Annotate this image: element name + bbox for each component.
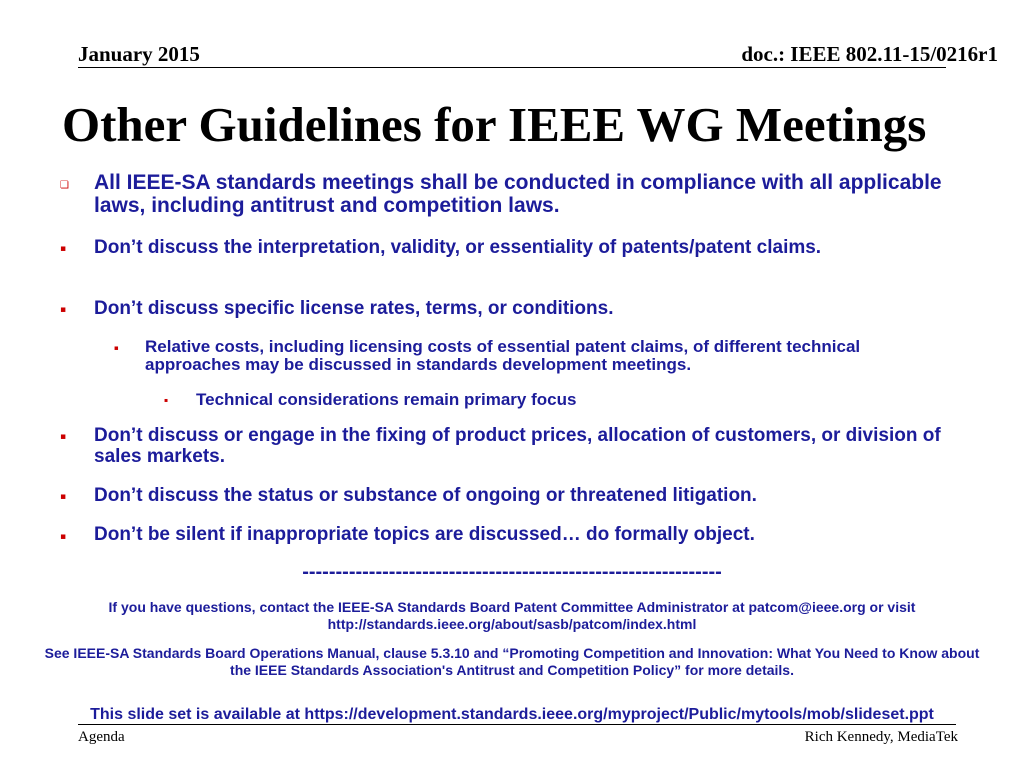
footer-agenda: Agenda bbox=[78, 729, 125, 745]
square-bullet-icon: ▪ bbox=[60, 532, 67, 542]
header-doc-id: doc.: IEEE 802.11-15/0216r1 bbox=[741, 42, 998, 66]
sub-bullet-text: Relative costs, including licensing costs of essential patent claims, of different technical approaches may be discussed in standards development meetings. bbox=[145, 337, 861, 375]
bullet-text: Don’t discuss specific license rates, terms, or conditions. bbox=[94, 298, 614, 319]
bullet-text: Don’t discuss or engage in the fixing of product prices, allocation of customers, or division of sales markets. bbox=[94, 425, 941, 467]
square-bullet-icon: ▪ bbox=[60, 492, 67, 502]
bullet-text: Don’t discuss the status or substance of ongoing or threatened litigation. bbox=[94, 485, 757, 506]
bullet-text: All IEEE-SA standards meetings shall be conducted in compliance with all applicable laws, including antitrust and competition laws. bbox=[94, 171, 942, 217]
footer-divider bbox=[78, 724, 956, 725]
separator-line: --------------------------------------------------------------- bbox=[302, 561, 722, 583]
slideset-availability: This slide set is available at https://development.standards.ieee.org/myproject/Public/mytools/mob/slideset.ppt bbox=[90, 706, 934, 723]
bullet-text: Don’t discuss the interpretation, validity, or essentiality of patents/patent claims. bbox=[94, 237, 822, 258]
footer-author: Rich Kennedy, MediaTek bbox=[804, 729, 958, 745]
checkbox-bullet-icon: ❏ bbox=[60, 180, 69, 191]
square-bullet-icon: ▪ bbox=[164, 397, 169, 404]
header-date: January 2015 bbox=[78, 42, 200, 66]
square-bullet-icon: ▪ bbox=[60, 305, 67, 315]
square-bullet-icon: ▪ bbox=[114, 344, 119, 352]
square-bullet-icon: ▪ bbox=[60, 432, 67, 442]
square-bullet-icon: ▪ bbox=[60, 244, 67, 254]
bullet-text: Don’t be silent if inappropriate topics are discussed… do formally object. bbox=[94, 524, 755, 545]
patcom-contact-note: If you have questions, contact the IEEE-SA Standards Board Patent Committee Administrator at patcom@ieee.org or visit http://standards.ieee.org/about/sasb/patcom/index.html bbox=[108, 599, 916, 633]
operations-manual-note: See IEEE-SA Standards Board Operations Manual, clause 5.3.10 and “Promoting Competition and Innovation: What You Need to Know about the IEEE Standards Association's Antitrust and Competition Policy” for more details. bbox=[44, 645, 980, 679]
sub-sub-bullet-text: Technical considerations remain primary focus bbox=[196, 390, 577, 409]
slide-title: Other Guidelines for IEEE WG Meetings bbox=[62, 97, 927, 152]
